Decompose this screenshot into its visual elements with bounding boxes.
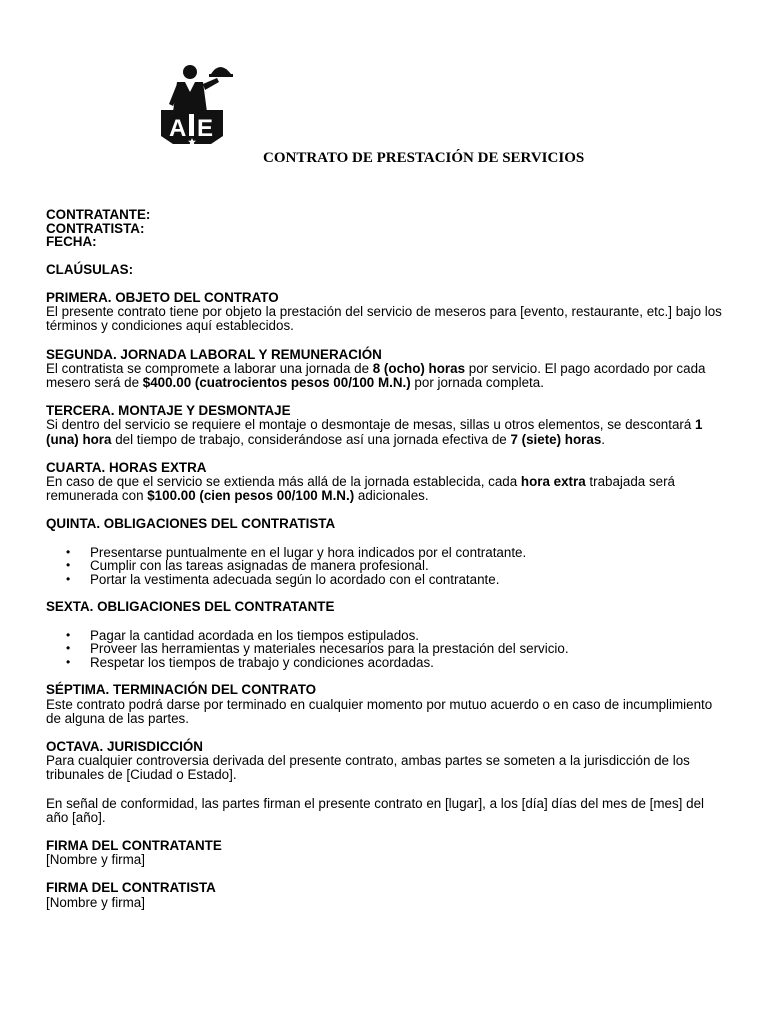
signature-contratista-line: [Nombre y firma] bbox=[46, 894, 145, 910]
text-span: El contratista se compromete a laborar una jornada de bbox=[46, 360, 373, 376]
quinta-list bbox=[46, 546, 726, 587]
text-span: del tiempo de trabajo, considerándose así una jornada efectiva de bbox=[111, 431, 511, 447]
clause-primera-title: PRIMERA. OBJETO DEL CONTRATO bbox=[46, 289, 279, 305]
bold-span: $100.00 (cien pesos 00/100 M.N.) bbox=[147, 488, 355, 504]
clause-tercera-text bbox=[46, 418, 726, 446]
clause-segunda-title: SEGUNDA. JORNADA LABORAL Y REMUNERACIÓN bbox=[46, 346, 382, 362]
bold-span: 7 (siete) horas bbox=[510, 431, 602, 447]
parties-header bbox=[46, 208, 726, 249]
list-item: • Respetar los tiempos de trabajo y condiciones acordadas. bbox=[46, 656, 726, 670]
conformity-statement: En señal de conformidad, las partes firman el presente contrato en [lugar], a los [día] días del mes de [mes] del año [año]. bbox=[46, 795, 704, 825]
list-item: • Cumplir con las tareas asignadas de manera profesional. bbox=[46, 559, 726, 573]
text-span: por jornada completa. bbox=[410, 375, 544, 390]
clause-quinta-title: QUINTA. OBLIGACIONES DEL CONTRATISTA bbox=[46, 516, 336, 532]
bold-span: 8 (ocho) horas bbox=[372, 360, 466, 376]
text-span: por servicio. El pago acordado por cada mesero será de bbox=[46, 360, 706, 390]
signature-contratante-title: FIRMA DEL CONTRATANTE bbox=[46, 838, 222, 854]
text-span: . bbox=[601, 431, 606, 447]
list-item: • Proveer las herramientas y materiales necesarios para la prestación del servicio. bbox=[46, 642, 726, 656]
waiter-serving-tray-icon bbox=[125, 52, 260, 160]
contratista-label: CONTRATISTA: bbox=[46, 220, 145, 236]
clause-septima-text: Este contrato podrá darse por terminado en cualquier momento por mutuo acuerdo o en caso de incumplimiento de alguna de las partes. bbox=[46, 696, 713, 726]
signature-contratista-title: FIRMA DEL CONTRATISTA bbox=[46, 880, 216, 896]
logo-letter-e: E bbox=[197, 115, 214, 142]
clause-tercera-title: TERCERA. MONTAJE Y DESMONTAJE bbox=[46, 403, 291, 419]
contract-body bbox=[46, 208, 726, 910]
sexta-list bbox=[46, 629, 726, 670]
clausulas-heading: CLAÚSULAS: bbox=[46, 261, 134, 277]
clause-sexta-title: SEXTA. OBLIGACIONES DEL CONTRATANTE bbox=[46, 599, 335, 615]
logo-letter-a: A bbox=[169, 115, 187, 142]
list-item: • Presentarse puntualmente en el lugar y hora indicados por el contratante. bbox=[46, 546, 726, 560]
clause-segunda-text bbox=[46, 362, 726, 390]
clause-cuarta-title: CUARTA. HORAS EXTRA bbox=[46, 459, 207, 475]
clause-primera-text: El presente contrato tiene por objeto la prestación del servicio de meseros para [evento, restaurante, etc.] bajo los términos y condiciones aquí establecidos. bbox=[46, 304, 722, 334]
bold-span: hora extra bbox=[520, 474, 586, 490]
text-span: En caso de que el servicio se extienda más allá de la jornada establecida, cada bbox=[46, 474, 521, 490]
clause-octava-text: Para cualquier controversia derivada del presente contrato, ambas partes se someten a la jurisdicción de los tribunales de [Ciudad o Estado]. bbox=[46, 753, 690, 783]
clause-octava-title: OCTAVA. JURISDICCIÓN bbox=[46, 739, 203, 754]
text-span: trabajada será remunerada con bbox=[46, 474, 675, 504]
text-span: adicionales. bbox=[354, 488, 429, 504]
list-item: • Pagar la cantidad acordada en los tiempos estipulados. bbox=[46, 629, 726, 643]
list-item: • Portar la vestimenta adecuada según lo acordado con el contratante. bbox=[46, 573, 726, 587]
signature-contratante-line: [Nombre y firma] bbox=[46, 852, 145, 868]
document-title: CONTRATO DE PRESTACIÓN DE SERVICIOS bbox=[263, 150, 585, 166]
company-logo bbox=[125, 52, 260, 160]
clause-septima-title: SÉPTIMA. TERMINACIÓN DEL CONTRATO bbox=[46, 682, 317, 698]
bold-span: 1 (una) hora bbox=[46, 417, 703, 447]
contratante-label: CONTRATANTE: bbox=[46, 207, 151, 222]
text-span: Si dentro del servicio se requiere el montaje o desmontaje de mesas, sillas u otros elementos, se descontará bbox=[46, 417, 696, 433]
bold-span: $400.00 (cuatrocientos pesos 00/100 M.N.) bbox=[142, 375, 411, 390]
clause-cuarta-text bbox=[46, 475, 726, 503]
fecha-label: FECHA: bbox=[46, 234, 97, 250]
